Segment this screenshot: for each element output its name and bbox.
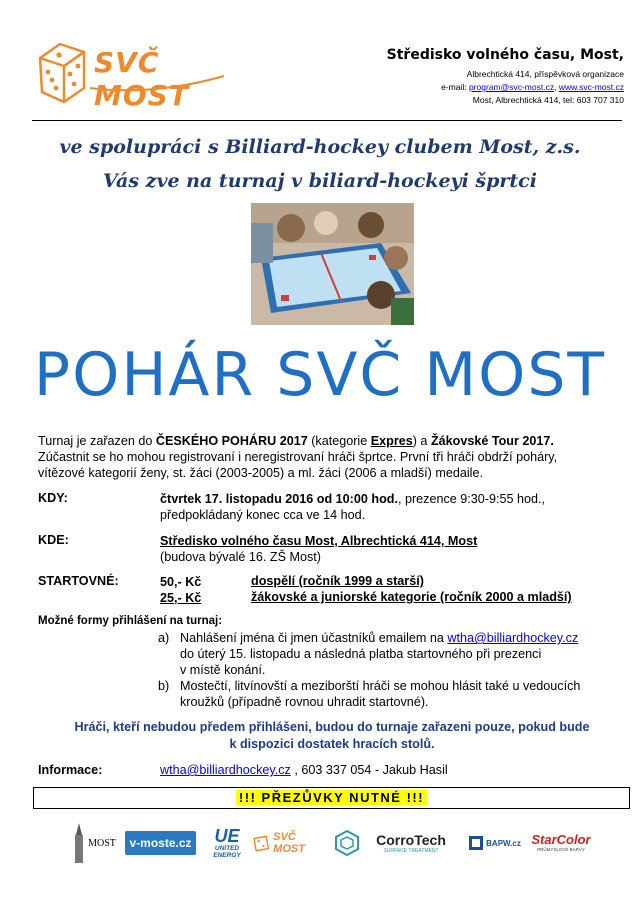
kde-line-1: Středisko volného času Most, Albrechtická 414, Most [160, 534, 478, 548]
kde-line-2: (budova bývalé 16. ZŠ Most) [160, 550, 321, 564]
sponsor-vmoste-text: v-moste.cz [125, 831, 195, 855]
option-b-marker: b) [158, 679, 170, 693]
sponsor-svc-text: SVČ MOST [273, 831, 305, 855]
sponsor-most-text: MOST [88, 837, 116, 849]
desc-text: Turnaj je zařazen do [38, 434, 156, 448]
option-a-line-1 [180, 631, 626, 645]
header-divider [32, 120, 622, 121]
page-title: POHÁR SVČ MOST [33, 340, 607, 410]
registration-email-link[interactable]: wtha@billiardhockey.cz [447, 631, 579, 645]
registration-heading: Možné formy přihlášení na turnaj: [38, 615, 223, 627]
intro-line-1: ve spolupráci s Billiard-hockey clubem Most, z.s. [59, 136, 581, 158]
desc-bold-tour: Žákovské Tour 2017. [430, 434, 554, 448]
sponsor-bapw [464, 823, 526, 863]
kdy-line-1 [160, 491, 545, 507]
sponsor-starcolor-text: StarColor [531, 832, 591, 847]
startovne-label: STARTOVNÉ: [38, 574, 119, 588]
org-name: Středisko volného času, Most, [386, 47, 624, 63]
description-line-3: vítězové kategorií ženy, st. žáci (2003-2005) a ml. žáci (2006 a mladší) medaile. [38, 466, 483, 480]
email-label: e-mail: [441, 82, 469, 92]
svc-logo [34, 36, 234, 112]
hex-emblem-icon [334, 830, 360, 856]
option-a-marker: a) [158, 631, 170, 645]
sep: , [554, 82, 559, 92]
org-web-link[interactable]: www.svc-most.cz [558, 82, 624, 92]
kdy-rest: , prezence 9:30-9:55 hod., [397, 492, 545, 506]
note-line-2: k dispozici dostatek hracích stolů. [229, 737, 435, 751]
sponsor-svc [253, 823, 328, 863]
option-b-line-1: Mostečtí, litvínovští a meziborští hráči se mohou hlásit také u vedoucích [180, 679, 581, 693]
bapw-mark-icon [469, 836, 483, 850]
price-row-2-desc: žákovské a juniorské kategorie (ročník 2000 a mladší) [251, 590, 572, 604]
intro-line-2: Vás zve na turnaj v biliard-hockeyi šprtci [103, 170, 537, 192]
sponsor-corrotech-sub: SURFACE TREATMENT [383, 847, 439, 854]
shoes-banner [33, 787, 630, 809]
kdy-date: čtvrtek 17. listopadu 2016 od 10:00 hod. [160, 492, 398, 506]
price-row-1-price: 50,- Kč [160, 575, 202, 589]
info-label: Informace: [38, 763, 103, 777]
price-row-1-desc: dospělí (ročník 1999 a starší) [251, 574, 424, 588]
desc-text: (kategorie [307, 434, 371, 448]
desc-text: ) a [412, 434, 431, 448]
desc-bold-cup: ČESKÉHO POHÁRU 2017 [155, 434, 308, 448]
option-a-line-2: do úterý 15. listopadu a následná platba startovného při prezenci [180, 647, 542, 661]
desc-category: Expres [370, 434, 413, 448]
dice-small-icon [253, 834, 270, 852]
kdy-line-2: předpokládaný konec cca ve 14 hod. [160, 508, 366, 522]
org-line: Albrechtická 414, příspěvková organizace [466, 69, 624, 79]
tournament-photo [251, 203, 414, 325]
org-address: Most, Albrechtická 414, tel: 603 707 310 [472, 95, 624, 105]
sponsor-united-energy [204, 823, 250, 863]
sponsor-emblem [333, 823, 361, 863]
description-line-2: Zúčastnit se ho mohou registrovaní i neregistrovaní hráči šprtce. První tři hráči obdrží poháry, [38, 450, 558, 464]
sponsor-ue-sub2: ENERGY [213, 852, 241, 859]
note-line-1: Hráči, kteří nebudou předem přihlášeni, budou do turnaje zařazeni pouze, pokud bude [74, 720, 590, 734]
option-b-line-2: kroužků (případně rovnou uhradit startovné). [180, 695, 429, 709]
sponsor-most [70, 823, 118, 863]
description-line-1 [38, 433, 626, 449]
option-a-line-3: v místě konání. [180, 663, 266, 677]
logo-text: SVČ MOST [94, 46, 189, 112]
option-a-text: Nahlášení jména či jmen účastníků emailem na [180, 631, 448, 645]
sponsor-starcolor-sub: PRŮMYSLOVÉ BARVY [537, 847, 585, 852]
kdy-label: KDY: [38, 491, 68, 505]
tower-icon [72, 823, 86, 863]
sponsor-ue-mark: UE [214, 826, 240, 846]
info-line [160, 763, 448, 777]
sponsor-corrotech [364, 823, 458, 863]
info-contact: , 603 337 054 - Jakub Hasil [290, 763, 448, 777]
sponsor-ue-sub1: UNITED [214, 845, 240, 852]
kde-label: KDE: [38, 533, 69, 547]
org-contact-line [441, 82, 624, 92]
sponsor-bapw-text: BAPW.cz [486, 838, 521, 848]
sponsor-vmoste [121, 823, 200, 863]
sponsor-starcolor [528, 823, 594, 863]
shoes-banner-text: !!! PŘEZŮVKY NUTNÉ !!! [236, 790, 427, 805]
org-email-link[interactable]: program@svc-most.cz [468, 82, 555, 92]
sponsor-corrotech-text: CorroTech [376, 831, 446, 848]
info-email-link[interactable]: wtha@billiardhockey.cz [160, 763, 291, 777]
price-row-2-price: 25,- Kč [160, 591, 202, 605]
